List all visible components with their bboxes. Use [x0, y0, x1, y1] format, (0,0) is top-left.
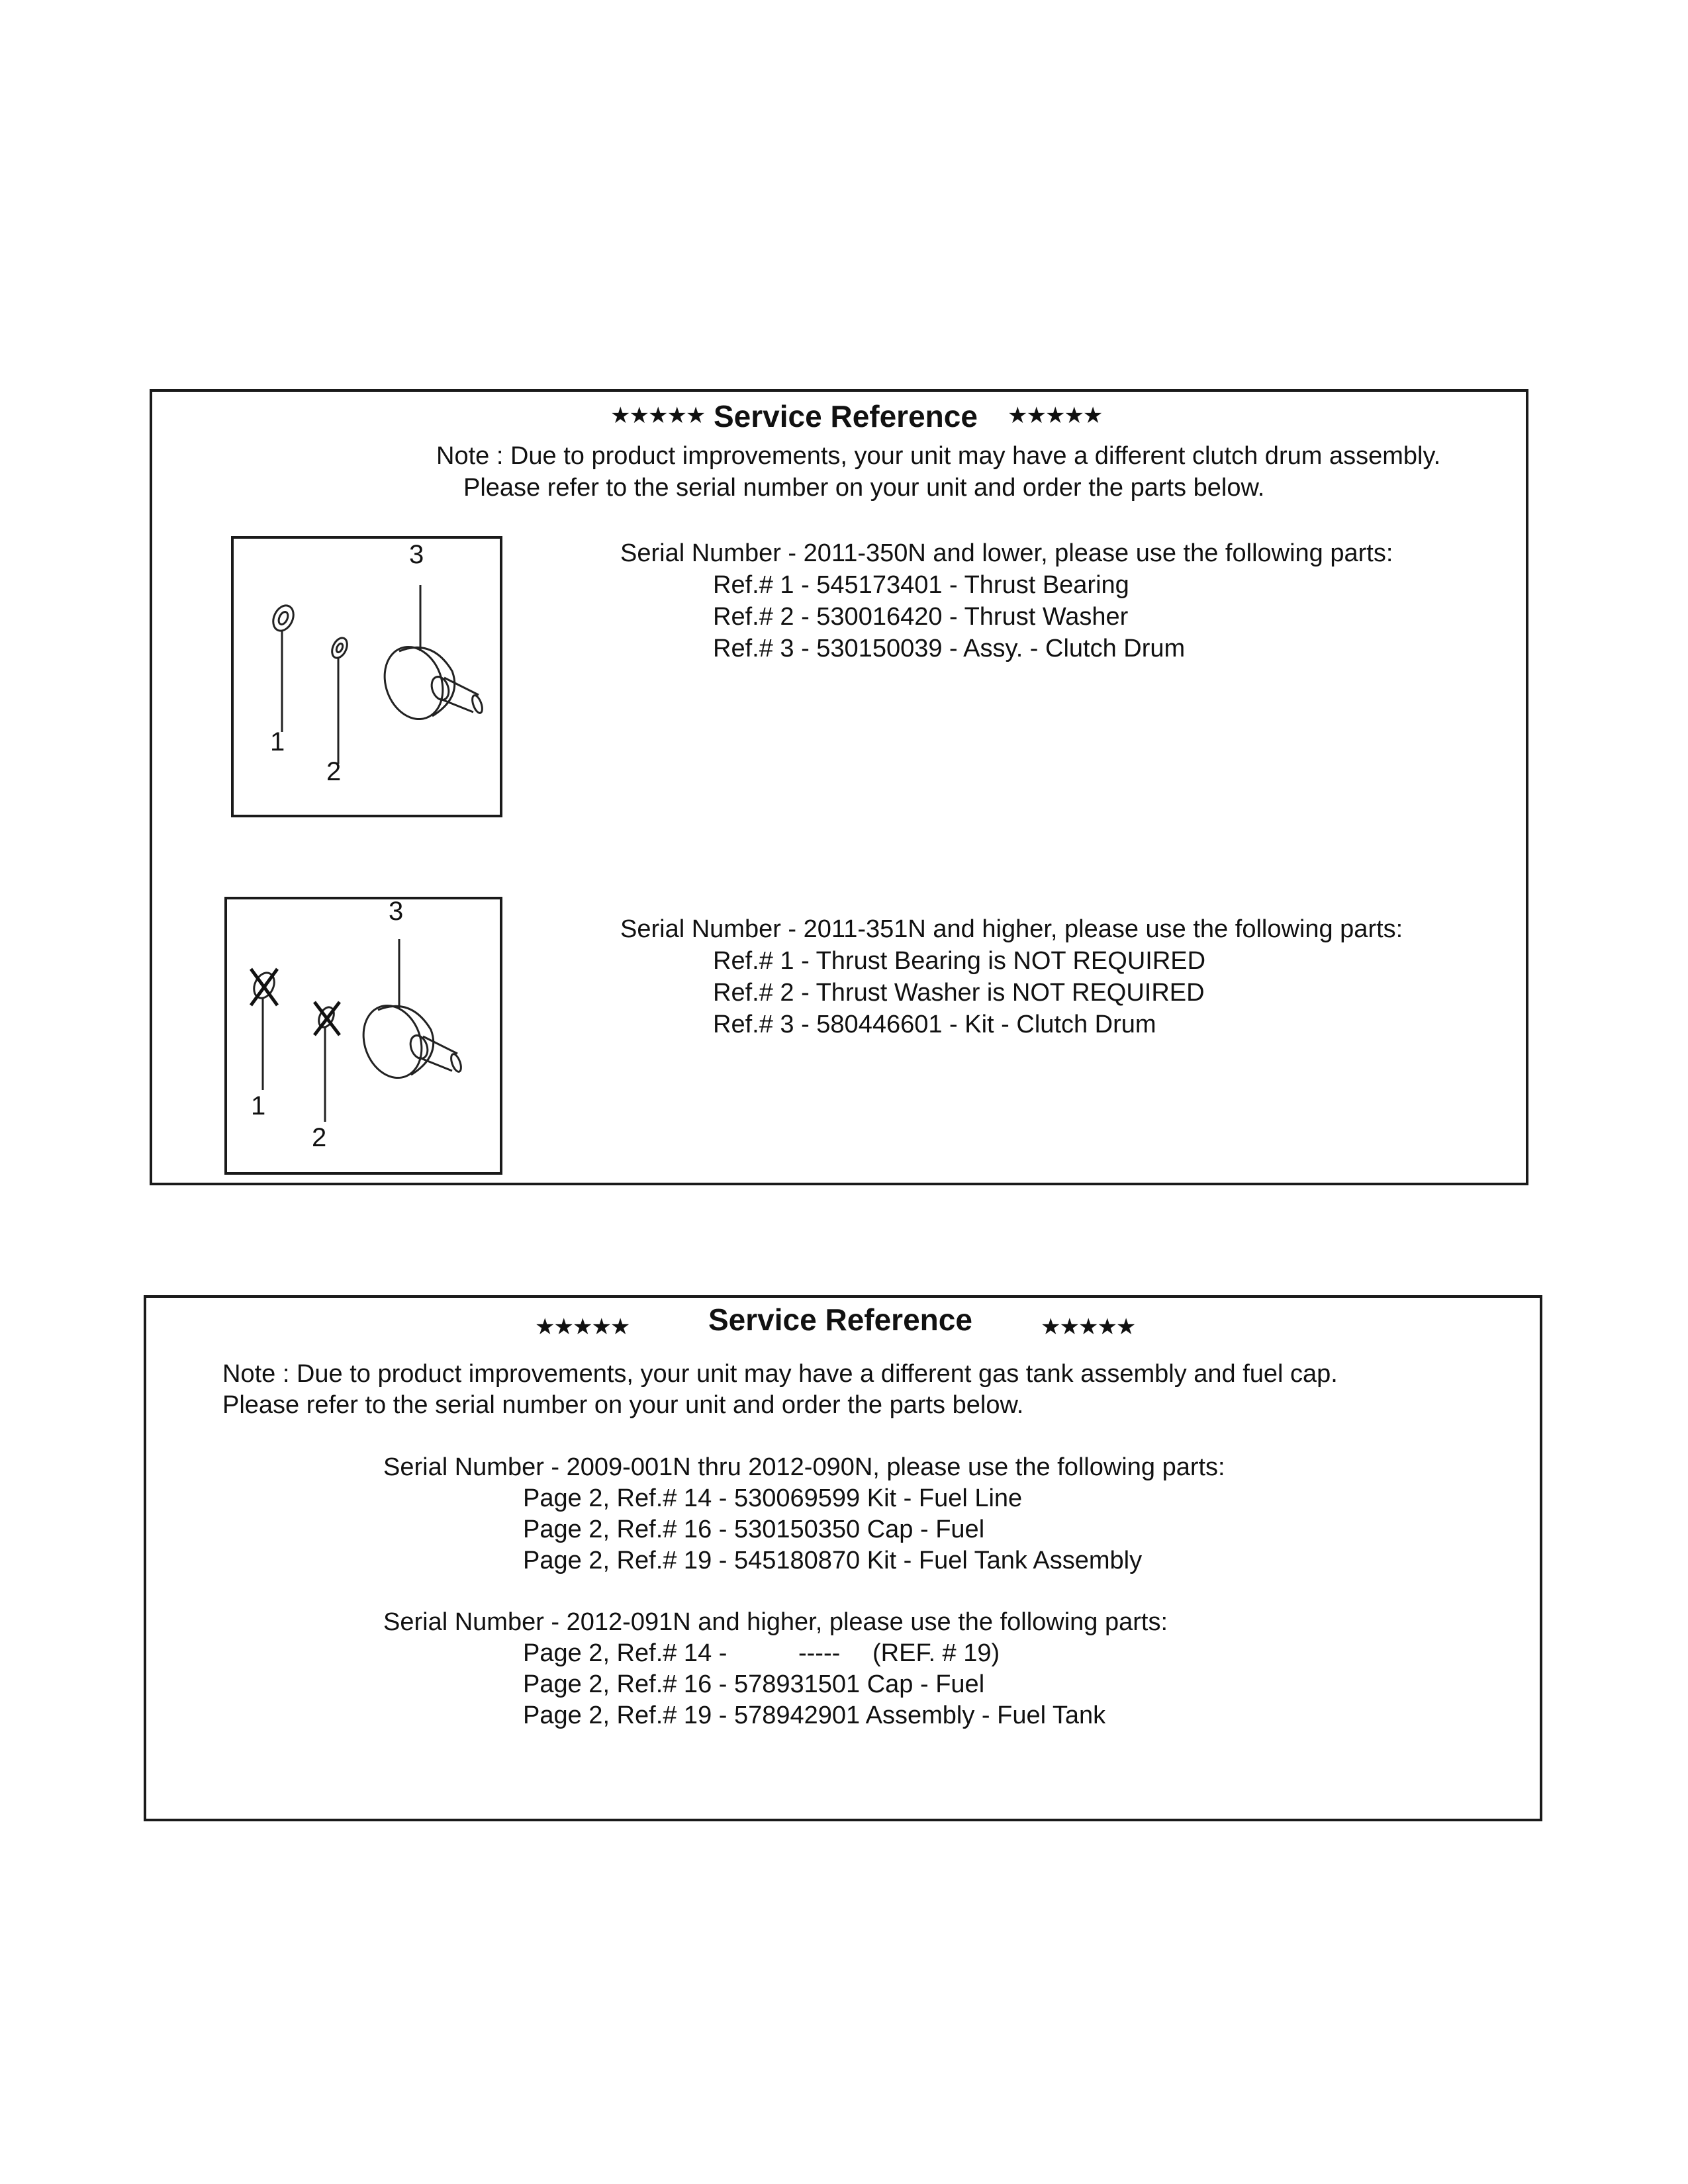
stars-decoration-right: ★★★★★	[1041, 1314, 1135, 1340]
group-b-line-2: Ref.# 2 - Thrust Washer is NOT REQUIRED	[713, 979, 1205, 1007]
note-line-1: Note : Due to product improvements, your unit may have a different gas tank assembly and fuel cap.	[222, 1360, 1338, 1388]
clutch-parts-illustration	[234, 539, 505, 820]
stars-decoration-right: ★★★★★	[1008, 403, 1102, 428]
group-a-line-1: Ref.# 1 - 545173401 - Thrust Bearing	[713, 571, 1129, 599]
callout-3: 3	[389, 897, 404, 926]
stars-decoration-left: ★★★★★	[535, 1314, 630, 1340]
group-a-line-1: Page 2, Ref.# 14 - 530069599 Kit - Fuel Line	[523, 1484, 1023, 1512]
callout-1: 1	[270, 727, 285, 756]
group-b-line-2: Page 2, Ref.# 16 - 578931501 Cap - Fuel	[523, 1670, 985, 1698]
note-line-1: Note : Due to product improvements, your unit may have a different clutch drum assembly.	[436, 442, 1441, 470]
group-b-line-3: Page 2, Ref.# 19 - 578942901 Assembly - Fuel Tank	[523, 1702, 1106, 1729]
group-b-line-1: Ref.# 1 - Thrust Bearing is NOT REQUIRED	[713, 947, 1206, 975]
group-b-heading: Serial Number - 2011-351N and higher, please use the following parts:	[620, 915, 1403, 943]
stars-decoration-left: ★★★★★	[610, 403, 705, 428]
callout-1: 1	[251, 1091, 266, 1120]
clutch-parts-diagram-original	[231, 536, 502, 817]
section-title: Service Reference	[708, 1302, 972, 1337]
group-a-line-3: Ref.# 3 - 530150039 - Assy. - Clutch Drum	[713, 635, 1186, 662]
callout-2: 2	[326, 757, 342, 786]
group-b-line-3: Ref.# 3 - 580446601 - Kit - Clutch Drum	[713, 1011, 1156, 1038]
note-line-2: Please refer to the serial number on your unit and order the parts below.	[222, 1391, 1024, 1419]
group-a-line-2: Page 2, Ref.# 16 - 530150350 Cap - Fuel	[523, 1516, 985, 1543]
callout-3: 3	[409, 540, 424, 569]
group-a-line-3: Page 2, Ref.# 19 - 545180870 Kit - Fuel Tank Assembly	[523, 1547, 1143, 1574]
section-title: Service Reference	[714, 399, 978, 433]
group-b-line-1-note: (REF. # 19)	[872, 1639, 1000, 1667]
callout-2: 2	[312, 1123, 327, 1152]
group-b-line-1-dashes: -----	[798, 1639, 841, 1667]
group-b-heading: Serial Number - 2012-091N and higher, please use the following parts:	[383, 1608, 1168, 1636]
group-a-line-2: Ref.# 2 - 530016420 - Thrust Washer	[713, 603, 1129, 631]
group-a-heading: Serial Number - 2011-350N and lower, please use the following parts:	[620, 539, 1393, 567]
clutch-parts-illustration-crossed	[227, 899, 505, 1177]
group-a-heading: Serial Number - 2009-001N thru 2012-090N, please use the following parts:	[383, 1453, 1225, 1481]
note-line-2: Please refer to the serial number on your unit and order the parts below.	[463, 474, 1265, 502]
group-b-line-1-prefix: Page 2, Ref.# 14 -	[523, 1639, 727, 1667]
clutch-parts-diagram-new	[224, 897, 502, 1175]
